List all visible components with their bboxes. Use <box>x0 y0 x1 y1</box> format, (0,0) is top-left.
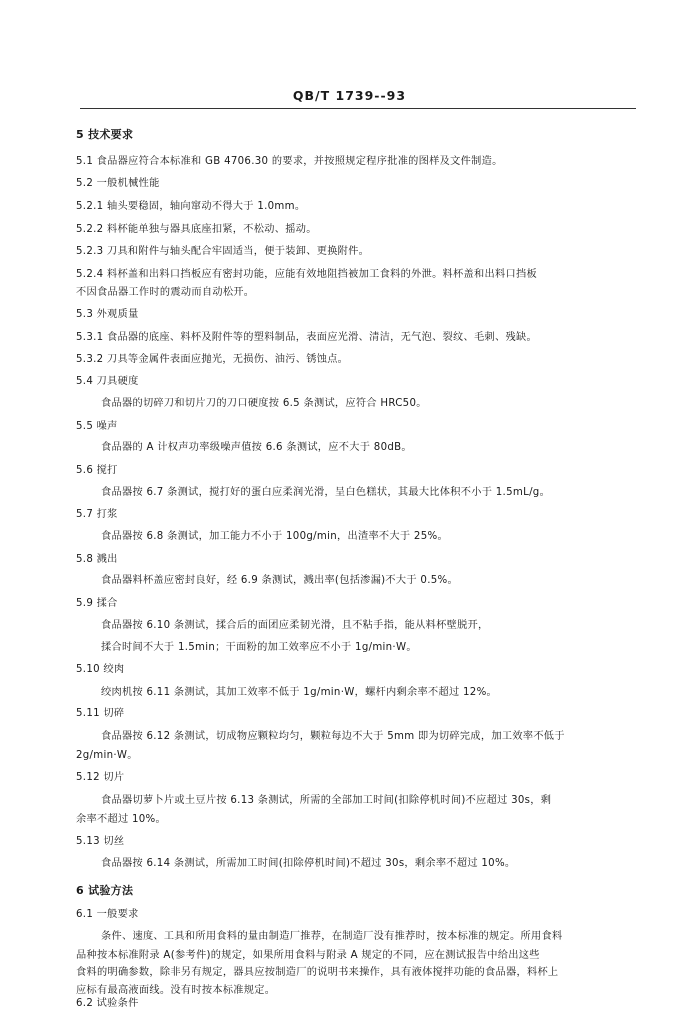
paragraph-line: 品种按本标准附录 A(参考件)的规定，如果所用食料与附录 A 规定的不同，应在测试报告中给出这些 <box>76 950 540 961</box>
subsection-heading: 5.3 外观质量 <box>76 309 139 320</box>
paragraph-line: 绞肉机按 6.11 条测试，其加工效率不低于 1g/min·W，螺杆内剩余率不超过 12%。 <box>101 687 498 698</box>
subsection-heading: 5.6 搅打 <box>76 465 118 476</box>
section-heading: 6 试验方法 <box>76 884 134 897</box>
paragraph-line: 食品器按 6.7 条测试，搅打好的蛋白应柔润光滑，呈白色糕状，其最大比体积不小于 1.5mL/g。 <box>101 487 551 498</box>
paragraph-line: 食品器的切碎刀和切片刀的刀口硬度按 6.5 条测试，应符合 HRC50。 <box>101 398 427 409</box>
subsection-heading: 5.7 打浆 <box>76 509 118 520</box>
paragraph-line: 5.2.4 料杯盖和出料口挡板应有密封功能，应能有效地阻挡被加工食料的外泄。料杯盖和出料口挡板 <box>76 269 537 280</box>
subsection-heading: 5.2 一般机械性能 <box>76 178 160 189</box>
subsection-heading: 5.13 切丝 <box>76 836 125 847</box>
subsection-heading: 5.10 绞肉 <box>76 664 125 675</box>
subsection-heading: 5.9 揉合 <box>76 598 118 609</box>
page-header: QB/T 1739--93 <box>292 88 407 103</box>
paragraph-line: 5.3.2 刀具等金属件表面应抛光，无损伤、油污、锈蚀点。 <box>76 354 349 365</box>
paragraph-line: 食品器按 6.10 条测试，揉合后的面团应柔韧光滑，且不粘手指，能从料杯壁脱开， <box>101 620 489 631</box>
paragraph-line: 食料的明确参数，除非另有规定，器具应按制造厂的说明书来操作，具有液体搅拌功能的食品器，料杯上 <box>76 967 559 978</box>
paragraph-line: 食品器按 6.14 条测试，所需加工时间(扣除停机时间)不超过 30s，剩余率不超过 10%。 <box>101 858 516 869</box>
paragraph-line: 5.2.3 刀具和附件与轴头配合牢固适当，便于装卸、更换附件。 <box>76 246 370 257</box>
paragraph-line: 条件、速度、工具和所用食料的量由制造厂推荐，在制造厂没有推荐时，按本标准的规定。所用食料 <box>101 931 563 942</box>
paragraph-line: 食品器的 A 计权声功率级噪声值按 6.6 条测试，应不大于 80dB。 <box>101 442 412 453</box>
paragraph-line: 5.2.2 料杯能单独与器具底座扣紧，不松动、摇动。 <box>76 224 317 235</box>
paragraph-line: 余率不超过 10%。 <box>76 814 167 825</box>
section-heading: 5 技术要求 <box>76 128 134 141</box>
subsection-heading: 5.11 切碎 <box>76 708 125 719</box>
subsection-heading: 5.5 噪声 <box>76 421 118 432</box>
paragraph-line: 食品器按 6.12 条测试，切成物应颗粒均匀，颗粒每边不大于 5mm 即为切碎完成，加工效率不低于 <box>101 731 565 742</box>
paragraph-line: 不因食品器工作时的震动而自动松开。 <box>76 287 255 298</box>
paragraph-line: 食品器料杯盖应密封良好，经 6.9 条测试，溅出率(包括渗漏)不大于 0.5%。 <box>101 575 458 586</box>
paragraph-line: 2g/min·W。 <box>76 750 138 761</box>
subsection-heading: 5.4 刀具硬度 <box>76 376 139 387</box>
paragraph-line: 5.2.1 轴头要稳固，轴向窜动不得大于 1.0mm。 <box>76 201 306 212</box>
paragraph-line: 5.1 食品器应符合本标准和 GB 4706.30 的要求，并按照规定程序批准的图样及文件制造。 <box>76 156 503 167</box>
subsection-heading: 5.12 切片 <box>76 772 125 783</box>
header-rule <box>80 108 636 109</box>
subsection-heading: 6.1 一般要求 <box>76 909 139 920</box>
subsection-heading: 5.8 溅出 <box>76 554 118 565</box>
paragraph-line: 应标有最高液面线。没有时按本标准规定。 <box>76 985 276 996</box>
paragraph-line: 揉合时间不大于 1.5min；干面粉的加工效率应不小于 1g/min·W。 <box>101 642 417 653</box>
paragraph-line: 5.3.1 食品器的底座、料杯及附件等的塑料制品，表面应光滑、清洁，无气泡、裂纹、毛刺、残缺。 <box>76 332 537 343</box>
subsection-heading: 6.2 试验条件 <box>76 998 139 1009</box>
paragraph-line: 食品器切萝卜片或土豆片按 6.13 条测试，所需的全部加工时间(扣除停机时间)不应超过 30s，剩 <box>101 795 552 806</box>
paragraph-line: 食品器按 6.8 条测试，加工能力不小于 100g/min，出渣率不大于 25%。 <box>101 531 448 542</box>
